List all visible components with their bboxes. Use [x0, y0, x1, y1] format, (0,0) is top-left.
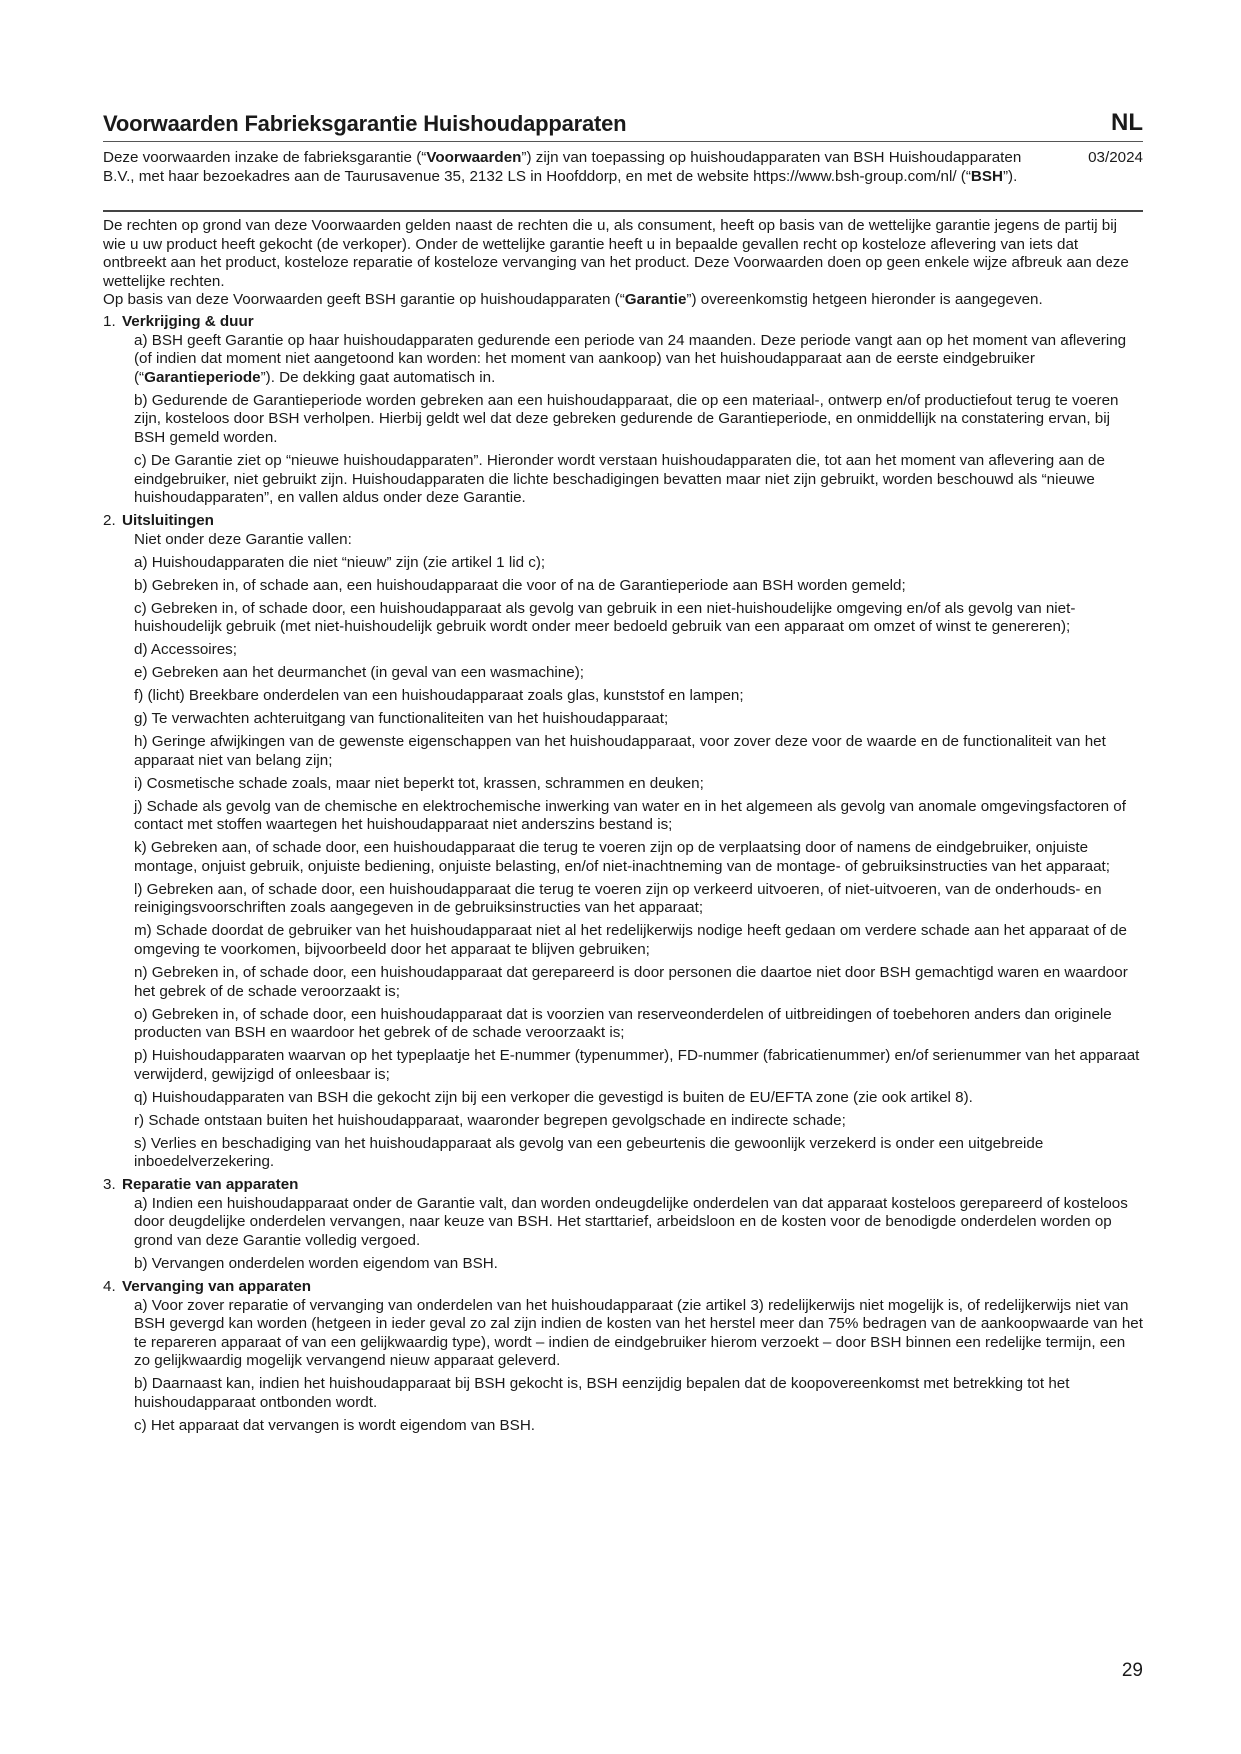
- intro-paragraph: Deze voorwaarden inzake de fabrieksgarantie (“Voorwaarden”) zijn van toepassing op huishoudapparaten van BSH Huishoudapparaten B.V., met haar bezoekadres aan de Taurusavenue 35, 2132 LS in Hoofddorp, en met de website https://www.bsh-group.com/nl/ (“BSH”).: [103, 149, 1022, 185]
- clause-2o: o) Gebreken in, of schade door, een huishoudapparaat dat is voorzien van reserveonderdelen of uitbreidingen of toebehoren anders dan originele producten van BSH en waardoor het gebrek of de schade veroorzaakt is;: [134, 1005, 1112, 1042]
- clause-2b: b) Gebreken in, of schade aan, een huishoudapparaat die voor of na de Garantieperiode aan BSH worden gemeld;: [134, 576, 906, 594]
- section-2: [103, 512, 1143, 1172]
- clause-2m: m) Schade doordat de gebruiker van het huishoudapparaat niet al het redelijkerwijs nodige heeft gedaan om verdere schade aan het apparaat of de omgeving te voorkomen, bijvoorbeeld door het apparaat te blijven gebruiken;: [134, 922, 1127, 959]
- language-code: NL: [1111, 109, 1143, 136]
- section-heading: 4. Vervanging van apparaten: [103, 1278, 312, 1296]
- intro-divider: [103, 210, 1143, 212]
- clause-2s: s) Verlies en beschadiging van het huishoudapparaat als gevolg van een gebeurtenis die gewoonlijk verzekerd is onder een uitgebreide inboedelverzekering.: [134, 1134, 1044, 1171]
- section-heading: 2. Uitsluitingen: [103, 512, 214, 530]
- clause-2p: p) Huishoudapparaten waarvan op het typeplaatje het E-nummer (typenummer), FD-nummer (fabricatienummer) en/of serienummer van het apparaat verwijderd, gewijzigd of onleesbaar is;: [134, 1047, 1140, 1083]
- section-2-intro: Niet onder deze Garantie vallen:: [134, 530, 352, 548]
- title-divider: [103, 141, 1143, 142]
- clause-1a: a) BSH geeft Garantie op haar huishoudapparaten gedurende een periode van 24 maanden. Deze periode vangt aan op het moment van aflevering (of indien dat moment niet aangetoond kan worden: het moment van aankoop) van het huishoudapparaat aan de eerste eindgebruiker (“Garantieperiode”). De dekking gaat automatisch in.: [134, 331, 1127, 386]
- clause-2a: a) Huishoudapparaten die niet “nieuw” zijn (zie artikel 1 lid c);: [134, 553, 546, 571]
- clause-2h: h) Geringe afwijkingen van de gewenste eigenschappen van het huishoudapparaat, voor zover deze voor de waarde en de functionaliteit van het apparaat niet van belang zijn;: [134, 733, 1106, 769]
- section-heading: 3. Reparatie van apparaten: [103, 1176, 299, 1194]
- section-3: [103, 1176, 1143, 1273]
- clause-2j: j) Schade als gevolg van de chemische en elektrochemische inwerking van water en in het algemeen als gevolg van anomale omgevingsfactoren of contact met stoffen waartegen het huishoudapparaat niet anderszins bestand is;: [134, 797, 1126, 834]
- clause-2g: g) Te verwachten achteruitgang van functionaliteiten van het huishoudapparaat;: [134, 710, 669, 728]
- clause-2d: d) Accessoires;: [134, 641, 237, 659]
- clause-2q: q) Huishoudapparaten van BSH die gekocht zijn bij een verkoper die gevestigd is buiten de EU/EFTA zone (zie ook artikel 8).: [134, 1088, 973, 1106]
- page-title: Voorwaarden Fabrieksgarantie Huishoudapparaten: [103, 111, 627, 136]
- clause-2k: k) Gebreken aan, of schade door, een huishoudapparaat die terug te voeren zijn op de verplaatsing door of namens de eindgebruiker, onjuiste montage, onjuist gebruik, onjuiste bediening, onjuiste belasting, en/of niet-inachtneming van de montage- of gebruiksinstructies van het apparaat;: [134, 839, 1110, 875]
- document-date: 03/2024: [1088, 149, 1143, 166]
- clause-2l: l) Gebreken aan, of schade door, een huishoudapparaat die terug te voeren zijn op verkeerd uitvoeren, of niet-uitvoeren, van de onderhouds- en reinigingsvoorschriften zoals aangegeven in de gebruiksinstructies van het apparaat;: [134, 880, 1102, 917]
- clause-1c: c) De Garantie ziet op “nieuwe huishoudapparaten”. Hieronder wordt verstaan huishoudapparaten die, tot aan het moment van aflevering aan de eindgebruiker, niet gebruikt zijn. Huishoudapparaten die lichte beschadigingen bevatten maar niet zijn gebruikt, worden beschouwd als “nieuwe huishoudapparaten”, en vallen aldus onder deze Garantie.: [134, 451, 1105, 507]
- clause-3a: a) Indien een huishoudapparaat onder de Garantie valt, dan worden ondeugdelijke onderdelen van dat apparaat kosteloos gerepareerd of kosteloos door deugdelijke onderdelen vervangen, naar keuze van BSH. Het starttarief, arbeidsloon en de kosten voor de benodigde onderdelen worden op grond van deze Garantie volledig vergoed.: [134, 1194, 1128, 1250]
- clause-2c: c) Gebreken in, of schade door, een huishoudapparaat als gevolg van gebruik in een niet-huishoudelijke omgeving en/of als gevolg van niet-huishoudelijk gebruik (met niet-huishoudelijk gebruik wordt onder meer bedoeld gebruik van een apparaat om omzet of winst te genereren);: [134, 599, 1076, 636]
- clause-1b: b) Gedurende de Garantieperiode worden gebreken aan een huishoudapparaat, die op een materiaal-, ontwerp en/of productiefout terug te voeren zijn, kosteloos door BSH verholpen. Hierbij geldt wel dat deze gebreken gedurende de Garantieperiode, en onmiddellijk na constatering ervan, bij BSH gemeld worden.: [134, 391, 1119, 446]
- clause-2n: n) Gebreken in, of schade door, een huishoudapparaat dat gerepareerd is door personen die daartoe niet door BSH gemachtigd waren en waardoor het gebrek of de schade veroorzaakt is;: [134, 964, 1128, 1000]
- clause-2f: f) (licht) Breekbare onderdelen van een huishoudapparaat zoals glas, kunststof en lampen;: [134, 687, 744, 705]
- document-body: [103, 217, 1143, 1440]
- preamble-paragraph-2: Op basis van deze Voorwaarden geeft BSH garantie op huishoudapparaten (“Garantie”) overeenkomstig hetgeen hieronder is aangegeven.: [103, 291, 1043, 309]
- clause-2e: e) Gebreken aan het deurmanchet (in geval van een wasmachine);: [134, 664, 584, 682]
- clause-4b: b) Daarnaast kan, indien het huishoudapparaat bij BSH gekocht is, BSH eenzijdig bepalen dat de koopovereenkomst met betrekking tot het huishoudapparaat ontbonden wordt.: [134, 1375, 1070, 1411]
- preamble-paragraph-1: De rechten op grond van deze Voorwaarden gelden naast de rechten die u, als consument, heeft op basis van de wettelijke garantie jegens de partij bij wie u uw product heeft gekocht (de verkoper). Onder de wettelijke garantie heeft u in bepaalde gevallen recht op kosteloze aflevering van iets dat ontbreekt aan het product, kosteloze reparatie of kosteloze vervanging van het product. Deze Voorwaarden doen op geen enkele wijze afbreuk aan deze wettelijke rechten.: [103, 217, 1129, 290]
- clause-3b: b) Vervangen onderdelen worden eigendom van BSH.: [134, 1255, 498, 1273]
- clause-2i: i) Cosmetische schade zoals, maar niet beperkt tot, krassen, schrammen en deuken;: [134, 774, 704, 792]
- section-heading: 1. Verkrijging & duur: [103, 312, 254, 330]
- section-4: [103, 1278, 1143, 1436]
- clause-4a: a) Voor zover reparatie of vervanging van onderdelen van het huishoudapparaat (zie artikel 3) redelijkerwijs niet mogelijk is, of redelijkerwijs niet van BSH gevergd kan worden (hetgeen in ieder geval zo zal zijn indien de kosten van het herstel meer dan 75% bedragen van de aankoopwaarde van het te repareren apparaat of van een gelijkwaardig type), wordt – indien de eindgebruiker hierom verzoekt – door BSH binnen een redelijke termijn, een zo gelijkwaardig mogelijk vervangend nieuw apparaat geleverd.: [134, 1296, 1143, 1370]
- section-1: [103, 313, 1143, 508]
- clause-4c: c) Het apparaat dat vervangen is wordt eigendom van BSH.: [134, 1416, 536, 1434]
- clause-2r: r) Schade ontstaan buiten het huishoudapparaat, waaronder begrepen gevolgschade en indirecte schade;: [134, 1111, 846, 1129]
- page-number: 29: [1121, 1660, 1143, 1681]
